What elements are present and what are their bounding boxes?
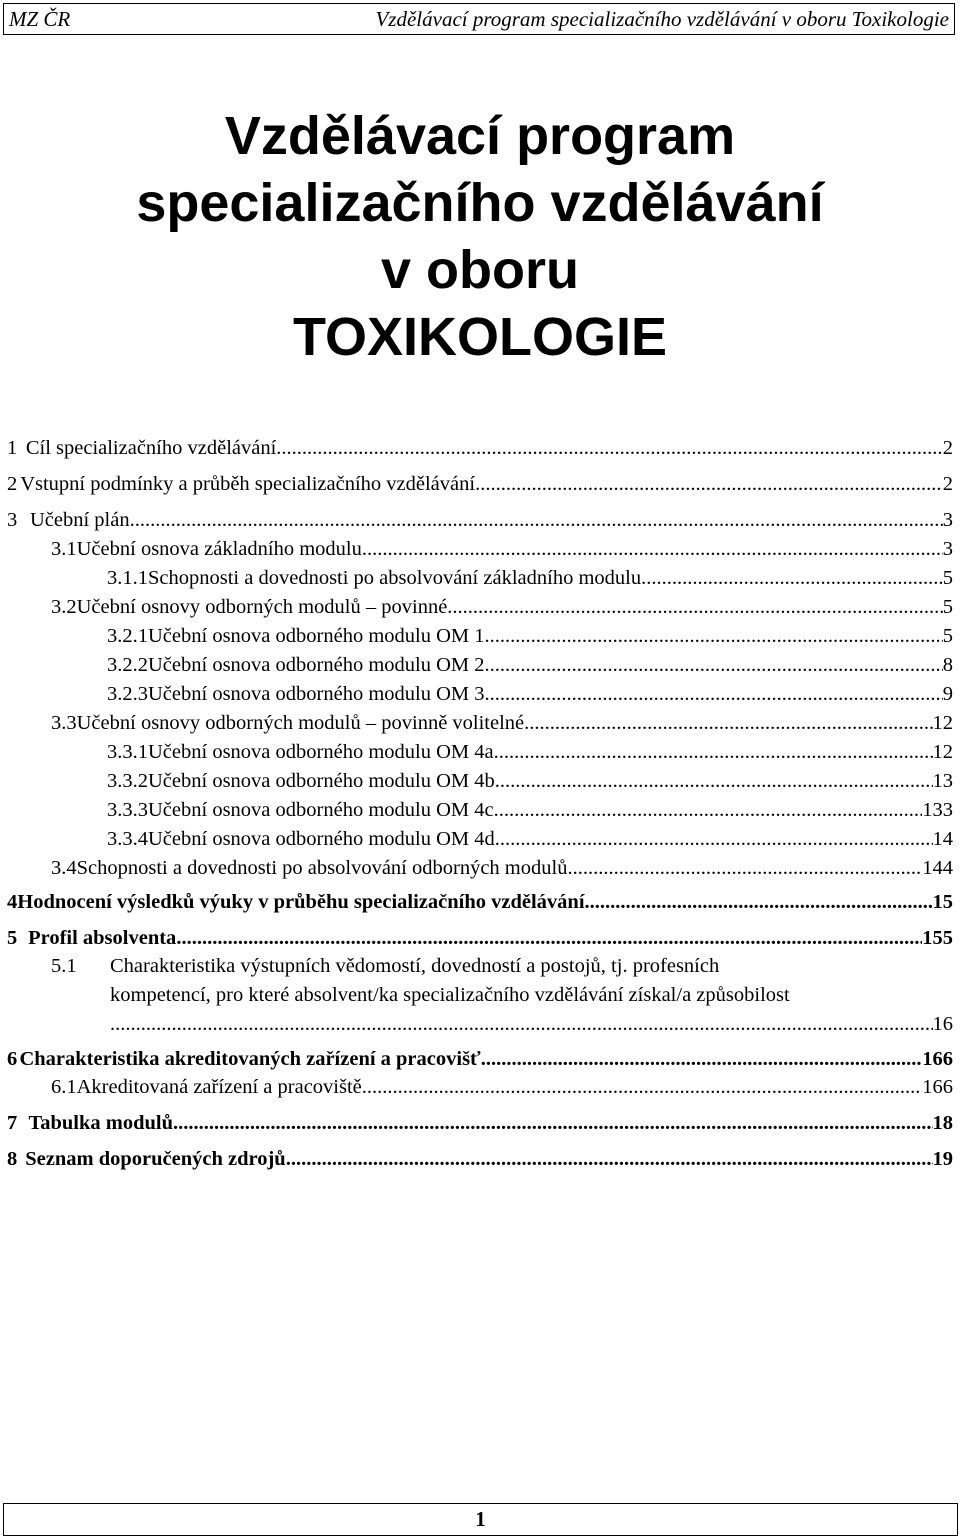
toc-leader <box>485 680 943 709</box>
document-title <box>0 103 960 371</box>
toc-page: 16 <box>932 1013 953 1035</box>
toc-page: 13 <box>932 770 953 792</box>
toc-leader <box>495 767 933 796</box>
toc-page: 166 <box>922 1076 953 1098</box>
toc-label: Učební osnova odborného modulu OM 3 <box>148 683 485 705</box>
toc-number: 6.1 <box>51 1076 77 1098</box>
toc-number: 1 <box>7 437 18 459</box>
toc-entry[interactable] <box>7 470 953 499</box>
toc-leader <box>130 506 943 535</box>
toc-label: Učební osnova odborného modulu OM 1 <box>148 625 485 647</box>
toc-leader <box>481 1045 923 1074</box>
toc-label: Seznam doporučených zdrojů <box>25 1148 286 1170</box>
toc-page: 15 <box>932 891 953 913</box>
title-line-2: specializačního vzdělávání <box>136 173 824 233</box>
toc-page: 166 <box>922 1048 953 1070</box>
toc-number: 3.4 <box>51 857 77 879</box>
toc-page: 14 <box>932 828 953 850</box>
toc-number: 4 <box>7 891 18 913</box>
toc-entry[interactable] <box>107 651 953 680</box>
toc-leader <box>485 651 943 680</box>
toc-entry[interactable] <box>51 709 953 738</box>
toc-leader <box>524 709 932 738</box>
toc-leader <box>362 535 943 564</box>
header-right: Vzdělávací program specializačního vzdělávání v oboru Toxikologie <box>375 6 949 31</box>
toc-page: 19 <box>932 1148 953 1170</box>
toc-entry[interactable] <box>7 1109 953 1138</box>
toc-label: Učební plán <box>29 509 130 531</box>
toc-leader <box>485 622 943 651</box>
title-line-4: TOXIKOLOGIE <box>292 307 668 367</box>
toc-label: Schopnosti a dovednosti po absolvování základního modulu <box>148 567 642 589</box>
toc-entry[interactable] <box>51 1073 953 1102</box>
toc-number: 3.3.2 <box>107 770 148 792</box>
toc-number: 5 <box>7 927 18 949</box>
toc-number: 3.2.1 <box>107 625 148 647</box>
title-line-1: Vzdělávací program <box>224 106 736 166</box>
toc-entry[interactable] <box>7 888 953 917</box>
toc-number: 3 <box>7 509 18 531</box>
title-line-3: v oboru <box>381 240 579 300</box>
page-number: 1 <box>475 1507 486 1531</box>
toc-leader <box>567 854 922 883</box>
toc-page: 5 <box>942 567 953 589</box>
toc-leader <box>495 825 933 854</box>
toc-label: Učební osnova odborného modulu OM 4b <box>148 770 495 792</box>
toc-number: 7 <box>7 1112 18 1134</box>
toc-number: 6 <box>7 1048 18 1070</box>
toc-page: 155 <box>922 927 953 949</box>
toc-page: 2 <box>942 437 953 459</box>
toc-number: 3.1 <box>51 538 77 560</box>
toc-label: Akreditovaná zařízení a pracoviště <box>76 1076 362 1098</box>
toc-number: 3.3.3 <box>107 799 148 821</box>
toc-leader <box>286 1145 933 1174</box>
toc-label: Charakteristika výstupních vědomostí, dovedností a postojů, tj. profesních <box>110 955 720 977</box>
toc-number: 3.2.3 <box>107 683 148 705</box>
toc-leader <box>494 738 933 767</box>
toc-number: 3.1.1 <box>107 567 148 589</box>
toc-leader <box>475 470 943 499</box>
toc-page: 3 <box>942 509 953 531</box>
toc-label: Učební osnova odborného modulu OM 4a <box>148 741 494 763</box>
toc-page: 5 <box>942 625 953 647</box>
toc-page: 12 <box>932 712 953 734</box>
toc-leader <box>276 434 942 463</box>
toc-label: Charakteristika akreditovaných zařízení a pracovišť <box>19 1048 481 1070</box>
toc-label: kompetencí, pro které absolvent/ka specializačního vzdělávání získal/a způsobilost <box>110 984 790 1006</box>
toc-label: Učební osnovy odborných modulů – povinně volitelné <box>76 712 525 734</box>
toc-leader <box>173 1109 933 1138</box>
toc-number: 2 <box>7 473 18 495</box>
toc-entry[interactable] <box>107 680 953 709</box>
toc-number: 5.1 <box>51 955 77 977</box>
toc-leader <box>494 796 923 825</box>
toc-page: 3 <box>942 538 953 560</box>
toc-entry[interactable] <box>51 952 953 981</box>
toc-label: Profil absolventa <box>28 927 177 949</box>
toc-number: 3.3.1 <box>107 741 148 763</box>
toc-label: Schopnosti a dovednosti po absolvování odborných modulů <box>76 857 568 879</box>
toc-entry-continuation[interactable] <box>110 981 953 1010</box>
toc-number: 3.2.2 <box>107 654 148 676</box>
toc-entry[interactable] <box>107 767 953 796</box>
toc-entry[interactable] <box>7 1145 953 1174</box>
toc-number: 3.3 <box>51 712 77 734</box>
running-header <box>3 3 955 35</box>
toc-label: Učební osnova základního modulu <box>76 538 362 560</box>
toc-entry[interactable] <box>7 1045 953 1074</box>
toc-page: 2 <box>942 473 953 495</box>
toc-leader <box>110 1010 933 1039</box>
toc-number: 8 <box>7 1148 18 1170</box>
toc-page: 133 <box>922 799 953 821</box>
toc-label: Cíl specializačního vzdělávání <box>25 437 277 459</box>
toc-leader <box>585 888 933 917</box>
toc-entry[interactable] <box>107 738 953 767</box>
toc-leader <box>447 593 942 622</box>
toc-entry[interactable] <box>51 535 953 564</box>
toc-label: Učební osnova odborného modulu OM 2 <box>148 654 485 676</box>
toc-page: 12 <box>932 741 953 763</box>
toc-page: 144 <box>922 857 953 879</box>
toc-number: 3.3.4 <box>107 828 148 850</box>
toc-number: 3.2 <box>51 596 77 618</box>
toc-entry[interactable] <box>107 825 953 854</box>
toc-label: Hodnocení výsledků výuky v průběhu specializačního vzdělávání <box>17 891 585 913</box>
toc-label: Učební osnovy odborných modulů – povinné <box>76 596 448 618</box>
toc-page: 5 <box>942 596 953 618</box>
toc-label: Učební osnova odborného modulu OM 4d <box>148 828 495 850</box>
page-footer <box>3 1503 958 1536</box>
toc-leader <box>362 1073 922 1102</box>
toc-entry[interactable] <box>7 434 953 463</box>
toc-entry[interactable] <box>7 506 953 535</box>
toc-entry[interactable] <box>107 564 953 593</box>
toc-leader <box>176 924 922 953</box>
toc-page: 8 <box>942 654 953 676</box>
toc-entry-continuation[interactable] <box>110 1010 953 1039</box>
toc-page: 18 <box>932 1112 953 1134</box>
toc-label: Učební osnova odborného modulu OM 4c <box>148 799 494 821</box>
toc-page: 9 <box>942 683 953 705</box>
header-left: MZ ČR <box>9 6 71 31</box>
toc-entry[interactable] <box>51 593 953 622</box>
toc-label: Tabulka modulů <box>28 1112 173 1134</box>
toc-entry[interactable] <box>7 924 953 953</box>
toc-entry[interactable] <box>51 854 953 883</box>
toc-label: Vstupní podmínky a průběh specializačního vzdělávání <box>20 473 476 495</box>
toc-leader <box>641 564 943 593</box>
toc-entry[interactable] <box>107 622 953 651</box>
toc-entry[interactable] <box>107 796 953 825</box>
